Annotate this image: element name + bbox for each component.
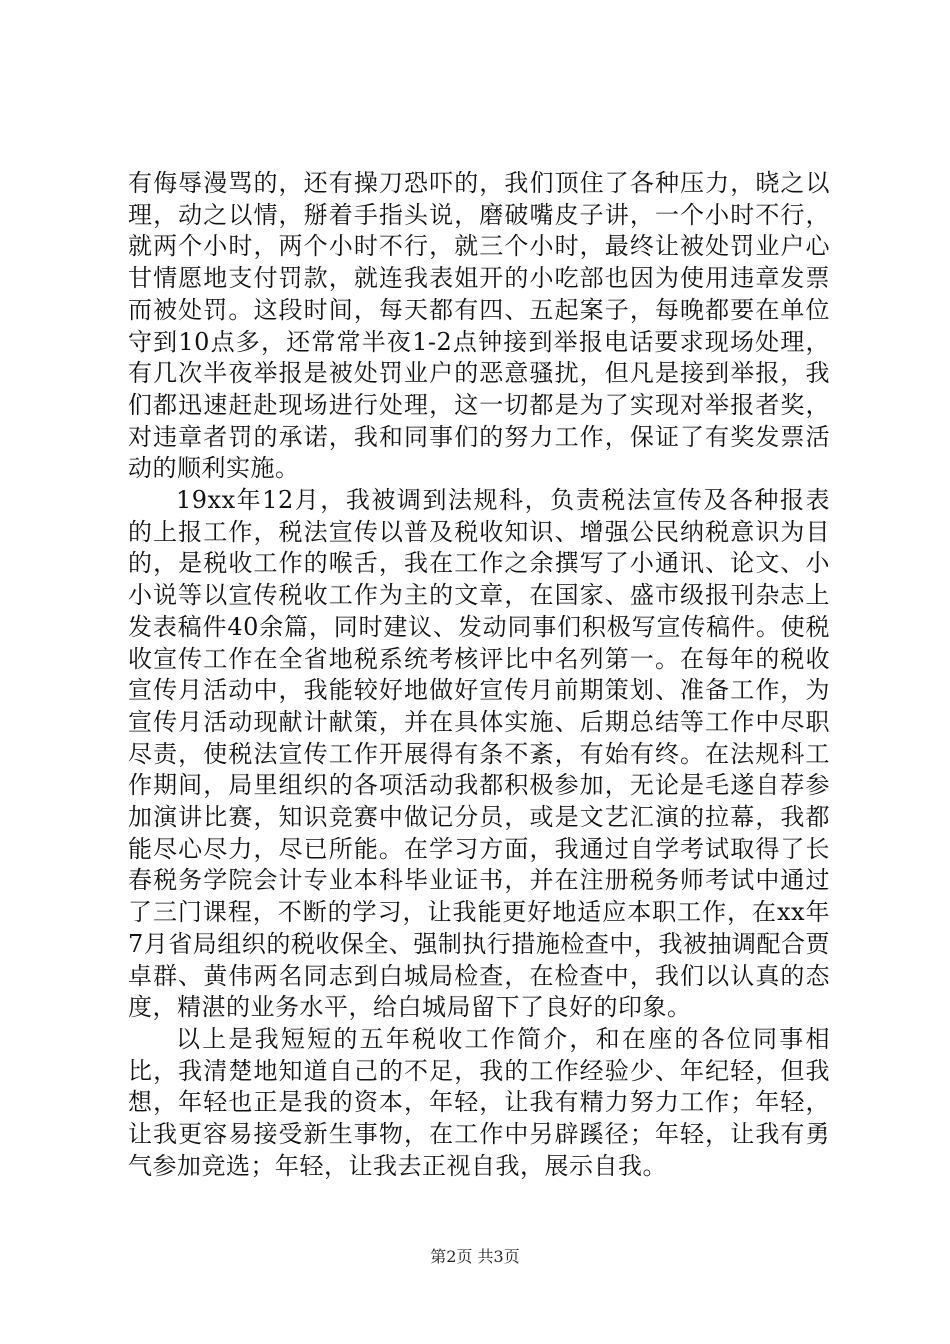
paragraph-1: 有侮辱漫骂的，还有操刀恐吓的，我们顶住了各种压力，晓之以理，动之以情，掰着手指头说，磨破嘴皮子讲，一个小时不行，就两个小时，两个小时不行，就三个小时，最终让被处罚业户心甘情愿地支付罚款，就连我表姐开的小吃部也因为使用违章发票而被处罚。这段时间，每天都有四、五起案子，每晚都要在单位守到10点多，还常常半夜1-2点钟接到举报电话要求现场处理，有几次半夜举报是被处罚业户的恶意骚扰，但凡是接到举报，我们都迅速赶赴现场进行处理，这一切都是为了实现对举报者奖，对违章者罚的承诺，我和同事们的努力工作，保证了有奖发票活动的顺利实施。 — [128, 169, 830, 483]
paragraph-3: 以上是我短短的五年税收工作简介，和在座的各位同事相比，我清楚地知道自己的不足，我的工作经验少、年纪轻，但我想，年轻也正是我的资本，年轻，让我有精力努力工作；年轻，让我更容易接受新生事物，在工作中另辟蹊径；年轻，让我有勇气参加竞选；年轻，让我去正视自我，展示自我。 — [128, 1024, 830, 1180]
paragraph-2: 19xx年12月，我被调到法规科，负责税法宣传及各种报表的上报工作，税法宣传以普及税收知识、增强公民纳税意识为目的，是税收工作的喉舌，我在工作之余撰写了小通讯、论文、小小说等以宣传税收工作为主的文章，在国家、盛市级报刊杂志上发表稿件40余篇，同时建议、发动同事们积极写宣传稿件。使税收宣传工作在全省地税系统考核评比中名列第一。在每年的税收宣传月活动中，我能较好地做好宣传月前期策划、准备工作，为宣传月活动现献计献策，并在具体实施、后期总结等工作中尽职尽责，使税法宣传工作开展得有条不紊，有始有终。在法规科工作期间，局里组织的各项活动我都积极参加，无论是毛遂自荐参加演讲比赛，知识竞赛中做记分员，或是文艺汇演的拉幕，我都能尽心尽力，尽已所能。在学习方面，我通过自学考试取得了长春税务学院会计专业本科毕业证书，并在注册税务师考试中通过了三门课程，不断的学习，让我能更好地适应本职工作，在xx年7月省局组织的税收保全、强制执行措施检查中，我被抽调配合贾卓群、黄伟两名同志到白城局检查，在检查中，我们以认真的态度，精湛的业务水平，给白城局留下了良好的印象。 — [128, 486, 830, 1022]
page-number-footer: 第2页 共3页 — [430, 1247, 520, 1266]
document-body — [128, 168, 830, 1183]
